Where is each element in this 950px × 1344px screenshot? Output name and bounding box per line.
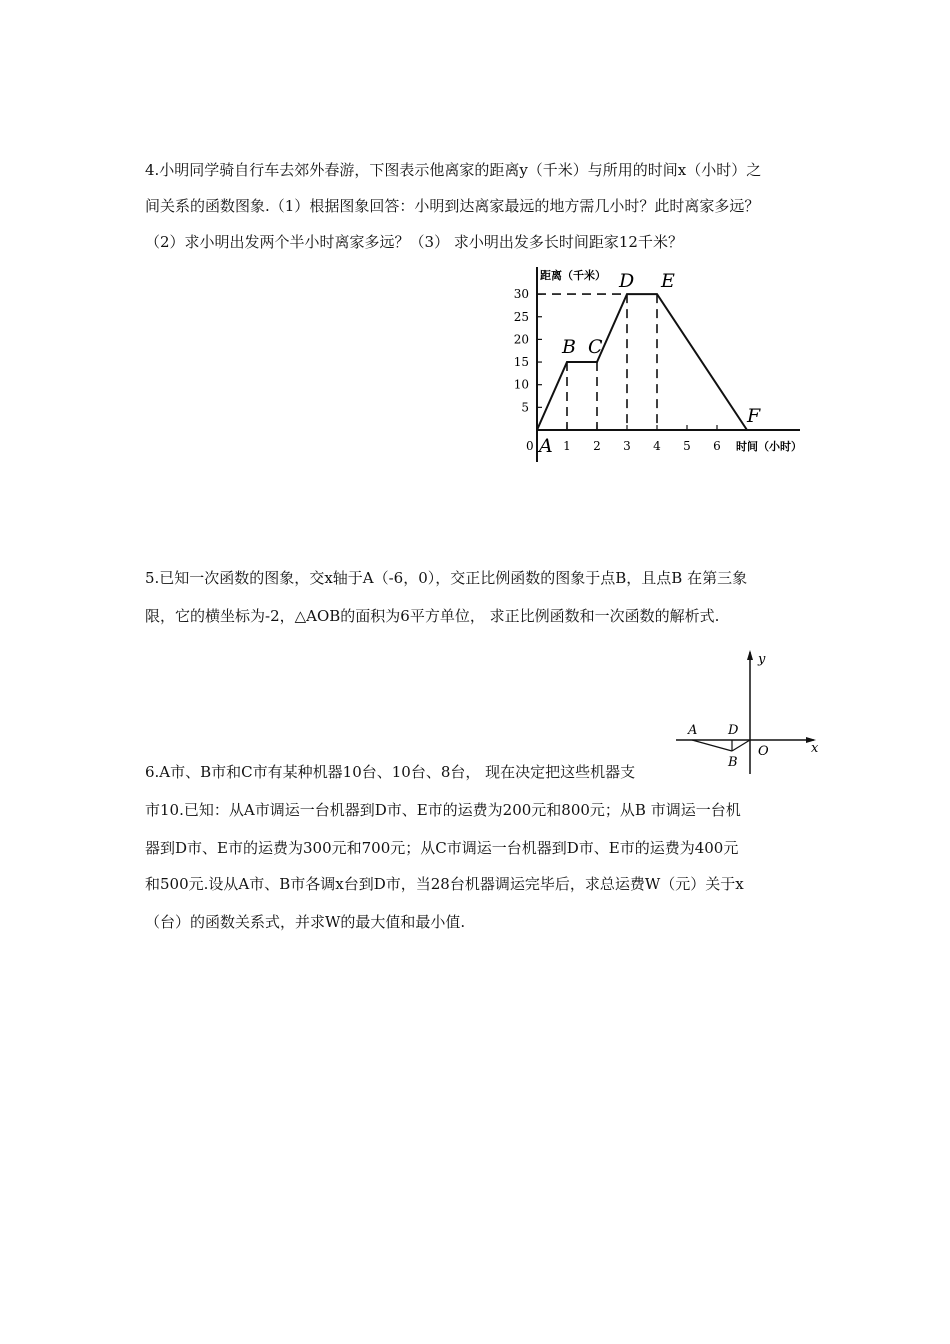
problem5-line2: 限，它的横坐标为-2，△AOB的面积为6平方单位， 求正比例函数和一次函数的解析式. [145, 607, 720, 625]
point-label-b: B [562, 336, 576, 359]
x-tick-label: 2 [593, 439, 601, 453]
point-label-a: A [539, 435, 553, 457]
x-tick-label: 1 [563, 439, 571, 453]
problem5-line1: 5.已知一次函数的图象，交x轴于A（-6，0），交正比例函数的图象于点B，且点B 在第三象 [145, 569, 748, 587]
segment-bo [732, 740, 750, 751]
point-label-f: F [747, 405, 761, 427]
label-x: x [811, 741, 819, 756]
x-axis-label: 时间（小时） [736, 440, 802, 453]
label-b: B [728, 755, 738, 770]
point-label-c: C [588, 336, 603, 359]
y-tick-label: 20 [513, 332, 529, 347]
y-tick-label: 10 [513, 377, 529, 392]
problem4-line1: 4.小明同学骑自行车去郊外春游，下图表示他离家的距离y（千米）与所用的时间x（小时）之 [145, 161, 762, 179]
y-tick-label: 5 [521, 400, 529, 415]
point-label-e: E [661, 270, 675, 293]
coordinate-figure [676, 648, 826, 774]
series-line [537, 294, 747, 430]
segment-ab [692, 740, 732, 751]
label-y: y [758, 652, 766, 667]
x-tick-label: 5 [683, 439, 691, 453]
problem4-line2: 间关系的函数图象.（1）根据图象回答：小明到达离家最远的地方需几小时？此时离家多远？ [145, 197, 760, 215]
x-tick-label: 4 [653, 439, 661, 453]
origin-label: 0 [526, 439, 534, 453]
y-arrow-icon [747, 650, 753, 660]
problem6-line2: 市10.已知：从A市调运一台机器到D市、E市的运费为200元和800元；从B 市调运一台机 [145, 801, 741, 819]
x-tick-label: 3 [623, 439, 631, 453]
y-tick-label: 25 [513, 309, 529, 324]
label-o: O [758, 744, 769, 759]
problem6-line4: 和500元.设从A市、B市各调x台到D市，当28台机器调运完毕后，求总运费W（元）关于x [145, 875, 744, 893]
problem4-line3: （2）求小明出发两个半小时离家多远？（3） 求小明出发多长时间距家12千米？ [145, 233, 683, 251]
y-tick-label: 30 [513, 287, 529, 302]
problem6-line1: 6.A市、B市和C市有某种机器10台、10台、8台， 现在决定把这些机器支 [145, 763, 636, 781]
y-axis-label: 距离（千米） [540, 269, 606, 282]
label-d: D [728, 723, 739, 738]
x-tick-label: 6 [713, 439, 721, 453]
point-label-d: D [619, 270, 635, 293]
distance-time-chart [500, 262, 820, 472]
y-tick-label: 15 [513, 355, 529, 370]
problem6-line5: （台）的函数关系式，并求W的最大值和最小值. [145, 913, 466, 931]
label-a: A [688, 723, 698, 738]
problem6-line3: 器到D市、E市的运费为300元和700元；从C市调运一台机器到D市、E市的运费为400元 [145, 839, 739, 857]
